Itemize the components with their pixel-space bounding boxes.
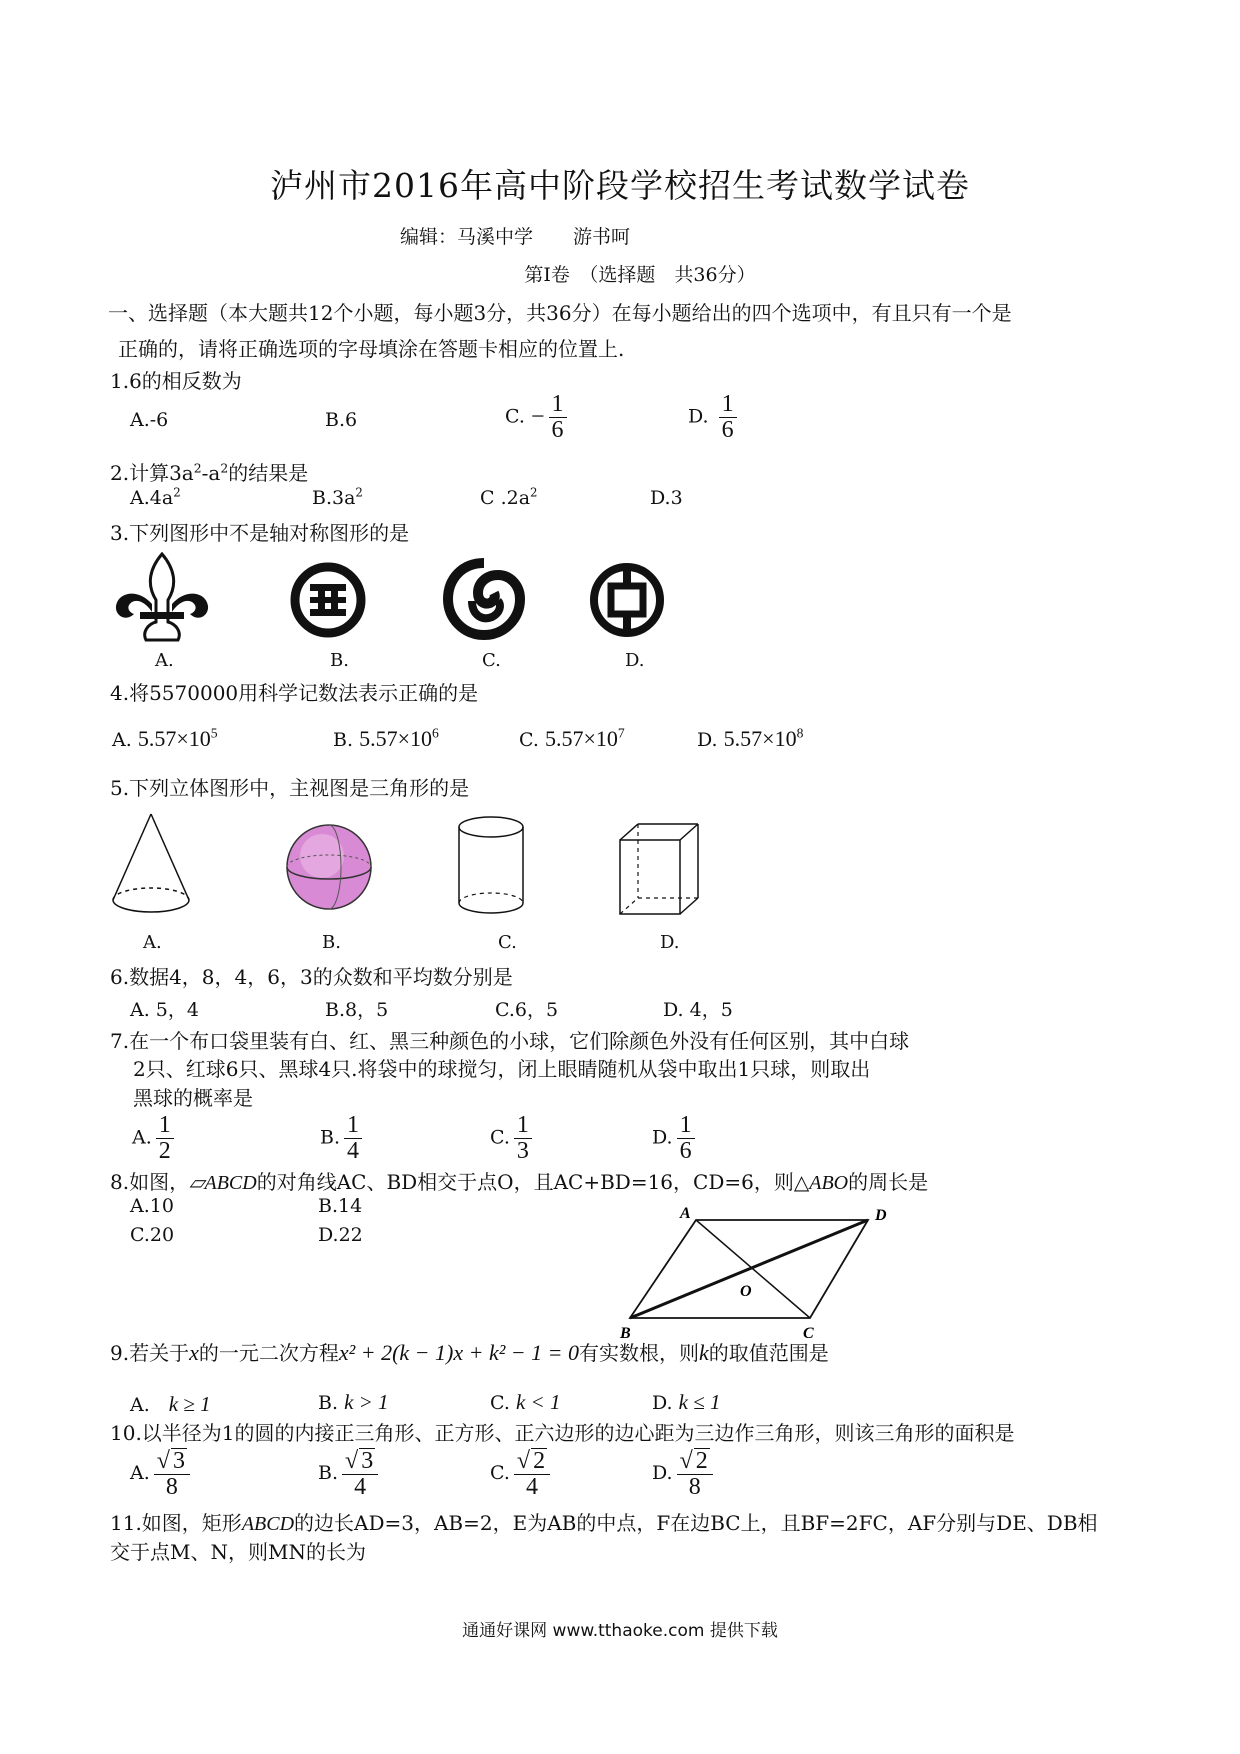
q1-c-label: C. <box>505 405 525 428</box>
question-8-stem: 8.如图，▱ABCD的对角线AC、BD相交于点O，且AC+BD=16，CD=6，则△ABO的周长是 <box>110 1170 929 1194</box>
question-7-line-2: 2只、红球6只、黑球4只.将袋中的球搅匀，闭上眼睛随机从袋中取出1只球，则取出 <box>133 1057 871 1081</box>
q3-label-d: D. <box>625 650 645 671</box>
q5-label-b: B. <box>322 932 341 953</box>
q4-option-d: D. $5.57\times 10^8$ <box>697 725 804 751</box>
q3-label-b: B. <box>330 650 349 671</box>
point-a-label: A <box>680 1205 691 1222</box>
q7-option-d: D. $\frac{1}{6}$ <box>652 1113 695 1164</box>
q1-c-den: 6 <box>551 417 564 444</box>
q1-c-num: 1 <box>549 392 567 418</box>
fleur-de-lis-figure <box>112 552 212 644</box>
q3-label-a: A. <box>155 650 174 671</box>
q4-option-a: A. $5.57\times 10^5$ <box>112 725 218 751</box>
q7-option-c: C. $\frac{1}{3}$ <box>490 1113 532 1164</box>
q2-option-d: D.3 <box>650 487 683 509</box>
q1-d-fraction <box>719 392 737 443</box>
q10-option-a: A. $\frac{√ 3}{8}$ <box>130 1448 190 1500</box>
q7-option-b: B. $\frac{1}{4}$ <box>320 1113 362 1164</box>
q8-option-c: C.20 <box>130 1224 175 1246</box>
q6-option-c: C.6，5 <box>495 999 559 1021</box>
editor-name: 游书呵 <box>573 226 631 248</box>
q1-c-fraction <box>549 392 567 443</box>
point-d-label: D <box>875 1207 887 1224</box>
q1-d-label: D. <box>688 405 709 428</box>
question-7-line-1: 7.在一个布口袋里装有白、红、黑三种颜色的小球，它们除颜色外没有任何区别，其中白球 <box>110 1029 910 1053</box>
q8-option-d: D.22 <box>318 1224 363 1246</box>
instructions-line-2: 正确的，请将正确选项的字母填涂在答题卡相应的位置上. <box>118 337 625 361</box>
q2-option-b: $B.3a^2$ <box>312 485 363 509</box>
cuboid-figure <box>618 822 700 918</box>
page-title: 泸州市2016年高中阶段学校招生考试数学试卷 <box>270 166 970 205</box>
cylinder-figure <box>456 815 526 919</box>
q1-option-c <box>505 392 567 443</box>
point-o-label: O <box>740 1283 752 1300</box>
question-11-line-1: 11.如图，矩形ABCD的边长AD=3，AB=2，E为AB的中点，F在边BC上，且BF=2FC，AF分别与DE、DB相 <box>110 1511 1098 1535</box>
question-10-stem: 10.以半径为1的圆的内接正三角形、正方形、正六边形的边心距为三边作三角形，则该三角形的面积是 <box>110 1421 1015 1445</box>
q2-option-a: $A.4a^2$ <box>130 485 181 509</box>
q1-option-d <box>688 392 737 443</box>
q5-label-d: D. <box>660 932 680 953</box>
q2-stem-mid: -a <box>201 461 221 485</box>
q6-option-b: B.8，5 <box>325 999 389 1021</box>
q9-option-d: D. k ≤ 1 <box>652 1390 721 1414</box>
question-5-stem: 5.下列立体图形中，主视图是三角形的是 <box>110 776 470 800</box>
swirl-logo-figure <box>442 557 526 641</box>
bank-logo-figure <box>288 560 368 640</box>
question-4-stem: 4.将5570000用科学记数法表示正确的是 <box>110 681 479 705</box>
question-11-line-2: 交于点M、N，则MN的长为 <box>110 1540 366 1564</box>
q4-option-c: C. $5.57\times 10^7$ <box>519 725 625 751</box>
q2-option-c: C $.2a^2$ <box>480 485 538 509</box>
q3-label-c: C. <box>482 650 501 671</box>
q2-exp-1: 2 <box>193 460 202 476</box>
question-9-stem: 9.若关于x的一元二次方程x² + 2(k − 1)x + k² − 1 = 0有实数根，则k的取值范围是 <box>110 1340 829 1365</box>
q10-option-d: D. $\frac{√ 2}{8}$ <box>652 1448 713 1500</box>
q5-label-a: A. <box>143 932 162 953</box>
cone-figure <box>110 812 192 916</box>
question-6-stem: 6.数据4，8，4，6，3的众数和平均数分别是 <box>110 965 513 989</box>
q2-stem-pre: 2.计算3a <box>110 461 194 485</box>
q9-option-c: C. k < 1 <box>490 1390 561 1414</box>
q8-option-b: B.14 <box>318 1195 363 1217</box>
section-heading: 第Ⅰ卷 （选择题 共36分） <box>524 264 756 286</box>
q8-option-a: A.10 <box>130 1195 174 1217</box>
q2-exp-2: 2 <box>220 460 229 476</box>
question-2-stem <box>110 457 308 486</box>
q4-option-b: B. $5.57\times 10^6$ <box>333 725 439 751</box>
editor-label: 编辑：马溪中学 <box>400 226 534 248</box>
q5-label-c: C. <box>498 932 517 953</box>
question-7-line-3: 黑球的概率是 <box>133 1086 253 1110</box>
q6-option-d: D. 4，5 <box>663 999 733 1021</box>
point-b-label: B <box>620 1325 631 1342</box>
q9-option-a: A. k ≥ 1 <box>130 1392 211 1416</box>
point-c-label: C <box>803 1325 814 1342</box>
q1-d-den: 6 <box>721 417 734 444</box>
parallelogram-figure <box>620 1200 900 1342</box>
q1-option-b: B.6 <box>325 409 358 431</box>
instructions-line-1: 一、选择题（本大题共12个小题，每小题3分，共36分）在每小题给出的四个选项中，有且只有一个是 <box>108 301 1012 325</box>
q7-option-a: A. $\frac{1}{2}$ <box>132 1113 174 1164</box>
question-3-stem: 3.下列图形中不是轴对称图形的是 <box>110 521 410 545</box>
china-bank-logo-figure <box>587 560 667 640</box>
q1-d-num: 1 <box>719 392 737 418</box>
footer-source: 通通好课网 www.tthaoke.com 提供下载 <box>462 1621 778 1641</box>
editor-line <box>400 222 630 249</box>
q10-option-c: C. $\frac{√ 2}{4}$ <box>490 1448 550 1500</box>
q2-stem-post: 的结果是 <box>228 461 309 485</box>
q9-option-b: B. k > 1 <box>318 1390 389 1414</box>
q6-option-a: A. 5，4 <box>130 999 199 1021</box>
sphere-figure <box>284 822 374 912</box>
q10-option-b: B. $\frac{√ 3}{4}$ <box>318 1448 378 1500</box>
q1-option-a: A.-6 <box>130 409 169 431</box>
q1-c-sign: − <box>530 404 545 431</box>
question-1-stem: 1.6的相反数为 <box>110 369 242 393</box>
